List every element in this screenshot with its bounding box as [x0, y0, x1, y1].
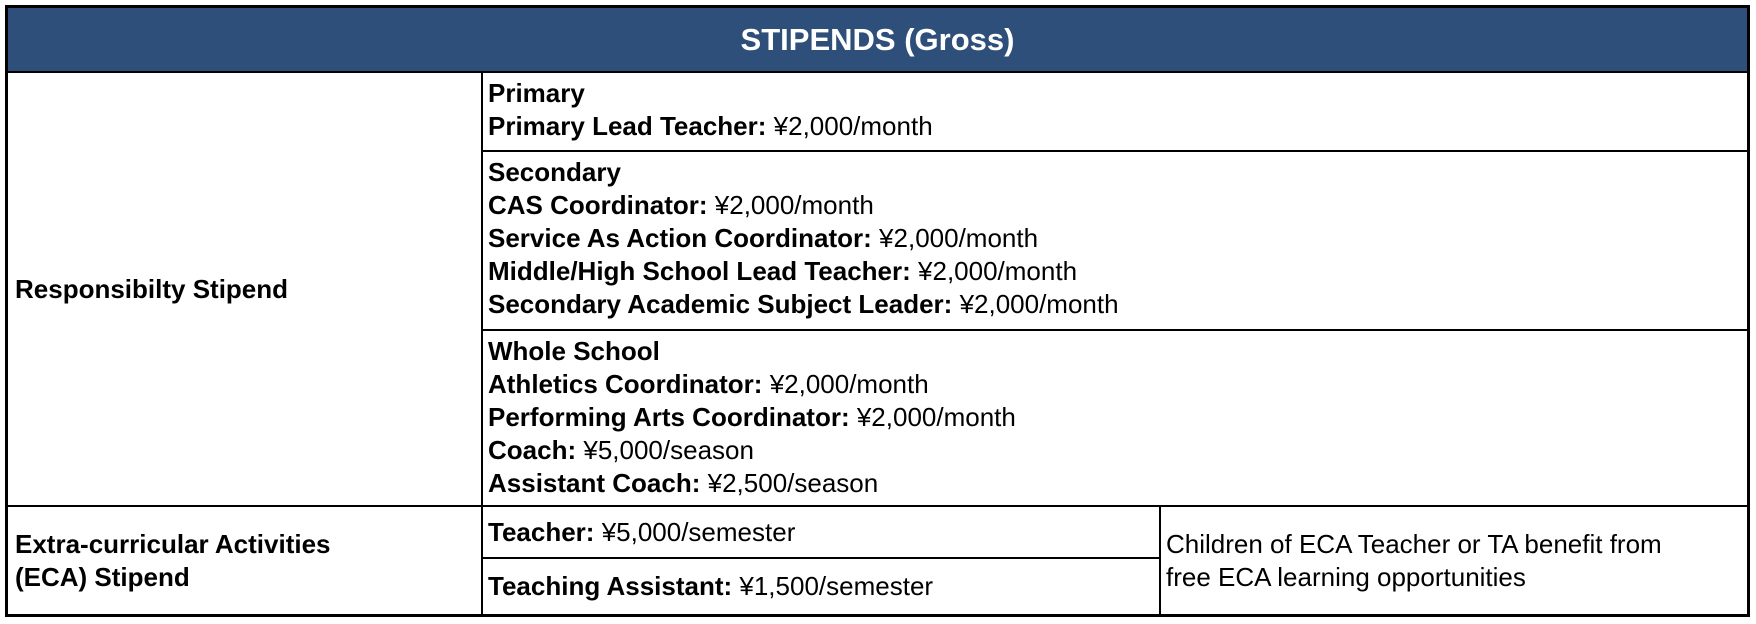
stipend-role: Teaching Assistant:	[488, 571, 733, 601]
stipend-line	[488, 222, 1742, 255]
stipend-role: Athletics Coordinator:	[488, 369, 763, 399]
stipend-amount: ¥5,000/semester	[601, 516, 796, 547]
stipend-role: Primary Lead Teacher:	[488, 111, 767, 141]
stipends-table	[5, 5, 1750, 617]
stipend-amount: ¥2,000/month	[959, 289, 1119, 319]
table-header	[8, 8, 1747, 71]
stipend-amount: ¥2,000/month	[918, 256, 1078, 286]
group-heading-primary: Primary	[488, 78, 585, 108]
eca-stipend-label-cell	[8, 507, 481, 614]
stipend-amount: ¥2,500/season	[707, 468, 879, 498]
stipend-role: CAS Coordinator:	[488, 190, 708, 220]
stipend-amount: ¥2,000/month	[773, 111, 933, 141]
stipend-amount: ¥5,000/season	[583, 435, 754, 465]
stipend-line	[488, 368, 1742, 401]
stipend-amount: ¥2,000/month	[769, 369, 929, 399]
stipend-role: Coach:	[488, 435, 577, 465]
stipend-line	[488, 434, 1742, 467]
whole-school-group-cell	[483, 331, 1747, 505]
stipend-amount: ¥2,000/month	[879, 223, 1039, 253]
stipend-line	[488, 516, 795, 549]
responsibility-stipend-label-cell	[8, 73, 481, 505]
stipend-amount: ¥2,000/month	[714, 190, 874, 220]
responsibility-stipend-label: Responsibilty Stipend	[15, 273, 289, 304]
eca-stipend-label-line: Extra-curricular Activities	[15, 528, 331, 559]
table-title: STIPENDS (Gross)	[740, 22, 1015, 57]
secondary-group-cell	[483, 152, 1747, 329]
stipend-role: Service As Action Coordinator:	[488, 223, 872, 253]
stipend-role: Secondary Academic Subject Leader:	[488, 289, 953, 319]
stipend-role: Teacher:	[488, 516, 595, 547]
stipend-line	[488, 288, 1742, 321]
eca-assistant-cell	[483, 559, 1159, 614]
stipend-role: Assistant Coach:	[488, 468, 701, 498]
stipend-line	[488, 570, 933, 603]
stipend-line	[488, 255, 1742, 288]
group-heading-secondary: Secondary	[488, 157, 621, 187]
primary-group-cell	[483, 73, 1747, 150]
eca-teacher-cell	[483, 507, 1159, 557]
group-heading-whole-school: Whole School	[488, 336, 660, 366]
eca-note-line: free ECA learning opportunities	[1166, 561, 1526, 592]
stipend-line	[488, 467, 1742, 500]
stipend-amount: ¥1,500/semester	[739, 571, 934, 601]
stipend-role: Middle/High School Lead Teacher:	[488, 256, 911, 286]
stipend-role: Performing Arts Coordinator:	[488, 402, 850, 432]
stipend-line	[488, 401, 1742, 434]
stipend-line	[488, 110, 1742, 143]
eca-note-cell	[1161, 507, 1747, 614]
eca-note-line: Children of ECA Teacher or TA benefit from	[1166, 528, 1662, 559]
stipend-amount: ¥2,000/month	[856, 402, 1016, 432]
stipend-line	[488, 189, 1742, 222]
eca-stipend-label-line: (ECA) Stipend	[15, 561, 190, 592]
